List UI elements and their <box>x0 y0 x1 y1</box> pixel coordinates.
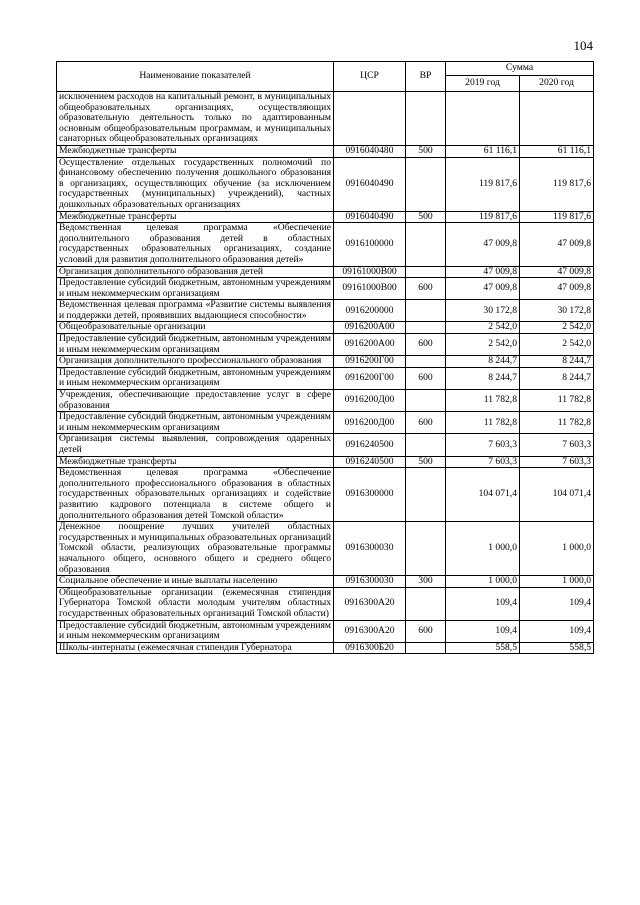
cell-vr <box>406 642 446 654</box>
cell-name: Предоставление субсидий бюджетным, автономным учреждениям и иным некоммерческим организациям <box>57 412 334 434</box>
cell-csr: 0916300Б20 <box>334 642 406 654</box>
header-year-2020: 2020 год <box>520 76 594 92</box>
cell-name: Предоставление субсидий бюджетным, автономным учреждениям и иным некоммерческим организациям <box>57 334 334 356</box>
table-row <box>57 522 594 576</box>
cell-2019: 109,4 <box>446 587 520 620</box>
cell-csr: 0916240500 <box>334 434 406 456</box>
table-row <box>57 223 594 266</box>
table-row <box>57 576 594 588</box>
cell-2019: 104 071,4 <box>446 468 520 522</box>
table-row <box>57 157 594 211</box>
cell-2020: 2 542,0 <box>520 322 594 334</box>
cell-name: Предоставление субсидий бюджетным, автономным учреждениям и иным некоммерческим организациям <box>57 620 334 642</box>
cell-2020: 47 009,8 <box>520 223 594 266</box>
cell-2020: 2 542,0 <box>520 334 594 356</box>
cell-csr: 0916300А20 <box>334 620 406 642</box>
table-row <box>57 266 594 278</box>
cell-2020: 119 817,6 <box>520 157 594 211</box>
cell-2019 <box>446 92 520 146</box>
cell-2020: 11 782,8 <box>520 390 594 412</box>
cell-name: Общеобразовательные организации (ежемесячная стипендия Губернатора Томской области молодым учителям областных государственных образовательных организаций Томской области) <box>57 587 334 620</box>
cell-2020: 11 782,8 <box>520 412 594 434</box>
table-row <box>57 412 594 434</box>
table-row <box>57 642 594 654</box>
cell-csr: 0916040490 <box>334 157 406 211</box>
cell-2020: 104 071,4 <box>520 468 594 522</box>
table-row <box>57 300 594 322</box>
cell-2019: 558,5 <box>446 642 520 654</box>
cell-vr <box>406 434 446 456</box>
header-csr: ЦСР <box>334 62 406 92</box>
cell-2020: 1 000,0 <box>520 522 594 576</box>
cell-name: Организация дополнительного профессионального образования <box>57 356 334 368</box>
cell-name: исключением расходов на капитальный ремонт, в муниципальных общеобразовательных организациях, осуществляющих образовательную деятельность только по адаптированным основным общеобразовательным программам, и муниципальных санаторных общеобразовательных организациях <box>57 92 334 146</box>
cell-2020: 47 009,8 <box>520 266 594 278</box>
cell-name: Учреждения, обеспечивающие предоставление услуг в сфере образования <box>57 390 334 412</box>
cell-2020: 7 603,3 <box>520 434 594 456</box>
cell-vr <box>406 300 446 322</box>
table-row <box>57 322 594 334</box>
table-row <box>57 356 594 368</box>
cell-vr <box>406 266 446 278</box>
cell-csr: 0916200Д00 <box>334 390 406 412</box>
table-row <box>57 456 594 468</box>
cell-vr: 500 <box>406 456 446 468</box>
cell-vr <box>406 223 446 266</box>
cell-2020: 8 244,7 <box>520 356 594 368</box>
cell-2020: 119 817,6 <box>520 211 594 223</box>
cell-2019: 1 000,0 <box>446 576 520 588</box>
cell-vr <box>406 356 446 368</box>
cell-csr: 09161000В00 <box>334 266 406 278</box>
cell-csr: 0916300000 <box>334 468 406 522</box>
cell-2019: 47 009,8 <box>446 278 520 300</box>
cell-2019: 11 782,8 <box>446 390 520 412</box>
cell-2019: 61 116,1 <box>446 145 520 157</box>
cell-2019: 119 817,6 <box>446 211 520 223</box>
cell-csr: 0916200Г00 <box>334 367 406 389</box>
cell-2020: 8 244,7 <box>520 367 594 389</box>
header-sum: Сумма <box>446 62 594 76</box>
cell-name: Предоставление субсидий бюджетным, автономным учреждениям и иным некоммерческим организациям <box>57 278 334 300</box>
cell-vr <box>406 468 446 522</box>
cell-2019: 11 782,8 <box>446 412 520 434</box>
cell-2019: 2 542,0 <box>446 334 520 356</box>
table-row <box>57 92 594 146</box>
table-header <box>57 62 594 92</box>
cell-csr: 0916200А00 <box>334 334 406 356</box>
header-name: Наименование показателей <box>57 62 334 92</box>
cell-2019: 2 542,0 <box>446 322 520 334</box>
cell-name: Межбюджетные трансферты <box>57 211 334 223</box>
cell-name: Ведомственная целевая программа «Развитие системы выявления и поддержки детей, проявивших выдающиеся способности» <box>57 300 334 322</box>
table-row <box>57 620 594 642</box>
table-row <box>57 468 594 522</box>
header-vr: ВР <box>406 62 446 92</box>
cell-2019: 47 009,8 <box>446 266 520 278</box>
cell-csr: 0916040490 <box>334 211 406 223</box>
cell-vr: 600 <box>406 334 446 356</box>
cell-2020: 109,4 <box>520 620 594 642</box>
cell-csr: 0916200А00 <box>334 322 406 334</box>
table-row <box>57 390 594 412</box>
cell-vr <box>406 522 446 576</box>
cell-csr: 0916300А20 <box>334 587 406 620</box>
cell-vr: 600 <box>406 367 446 389</box>
cell-2020 <box>520 92 594 146</box>
cell-name: Ведомственная целевая программа «Обеспечение дополнительного профессионального образования в областных государственных образовательных организациях и содействие развитию кадрового потенциала в системе общего и дополнительного образования детей Томской области» <box>57 468 334 522</box>
cell-vr: 500 <box>406 145 446 157</box>
cell-2019: 8 244,7 <box>446 367 520 389</box>
cell-csr: 0916200Г00 <box>334 356 406 368</box>
cell-vr: 600 <box>406 620 446 642</box>
table-row <box>57 367 594 389</box>
cell-name: Межбюджетные трансферты <box>57 145 334 157</box>
cell-csr: 0916200Д00 <box>334 412 406 434</box>
table-row <box>57 334 594 356</box>
cell-vr <box>406 92 446 146</box>
cell-2019: 1 000,0 <box>446 522 520 576</box>
cell-csr: 0916300030 <box>334 522 406 576</box>
cell-vr: 500 <box>406 211 446 223</box>
cell-vr <box>406 322 446 334</box>
cell-vr <box>406 587 446 620</box>
cell-name: Школы-интернаты (ежемесячная стипендия Губернатора <box>57 642 334 654</box>
cell-csr <box>334 92 406 146</box>
cell-csr: 0916300030 <box>334 576 406 588</box>
cell-name: Осуществление отдельных государственных полномочий по финансовому обеспечению получения дошкольного образования в организациях, осуществляющих обучение (за исключением государственных (муниципальных) учреждений), частных дошкольных образовательных организациях <box>57 157 334 211</box>
cell-name: Предоставление субсидий бюджетным, автономным учреждениям и иным некоммерческим организациям <box>57 367 334 389</box>
budget-table <box>56 61 594 654</box>
header-year-2019: 2019 год <box>446 76 520 92</box>
cell-2019: 109,4 <box>446 620 520 642</box>
cell-2019: 8 244,7 <box>446 356 520 368</box>
cell-2019: 119 817,6 <box>446 157 520 211</box>
cell-2020: 61 116,1 <box>520 145 594 157</box>
cell-vr <box>406 157 446 211</box>
cell-2020: 47 009,8 <box>520 278 594 300</box>
cell-2019: 47 009,8 <box>446 223 520 266</box>
cell-vr: 600 <box>406 412 446 434</box>
cell-csr: 0916040480 <box>334 145 406 157</box>
cell-name: Денежное поощрение лучших учителей областных государственных и муниципальных образовательных организаций Томской области, реализующих образовательные программы начального общего, основного общего и среднего общего образования <box>57 522 334 576</box>
cell-name: Межбюджетные трансферты <box>57 456 334 468</box>
table-row <box>57 211 594 223</box>
cell-name: Организация дополнительного образования детей <box>57 266 334 278</box>
cell-2020: 1 000,0 <box>520 576 594 588</box>
cell-2019: 7 603,3 <box>446 456 520 468</box>
table-row <box>57 587 594 620</box>
cell-name: Ведомственная целевая программа «Обеспечение дополнительного образования детей в областных государственных образовательных организациях, создание условий для развития дополнительного образования детей» <box>57 223 334 266</box>
cell-2020: 30 172,8 <box>520 300 594 322</box>
table-row <box>57 278 594 300</box>
cell-name: Социальное обеспечение и иные выплаты населению <box>57 576 334 588</box>
cell-vr: 600 <box>406 278 446 300</box>
cell-name: Общеобразовательные организации <box>57 322 334 334</box>
table-row <box>57 145 594 157</box>
page-number: 104 <box>573 38 593 53</box>
cell-csr: 09161000В00 <box>334 278 406 300</box>
cell-csr: 0916240500 <box>334 456 406 468</box>
cell-2020: 558,5 <box>520 642 594 654</box>
cell-2020: 109,4 <box>520 587 594 620</box>
cell-2019: 7 603,3 <box>446 434 520 456</box>
cell-csr: 0916200000 <box>334 300 406 322</box>
cell-name: Организация системы выявления, сопровождения одаренных детей <box>57 434 334 456</box>
cell-csr: 0916100000 <box>334 223 406 266</box>
cell-2020: 7 603,3 <box>520 456 594 468</box>
table-row <box>57 434 594 456</box>
cell-vr <box>406 390 446 412</box>
cell-vr: 300 <box>406 576 446 588</box>
table-body <box>57 92 594 654</box>
cell-2019: 30 172,8 <box>446 300 520 322</box>
